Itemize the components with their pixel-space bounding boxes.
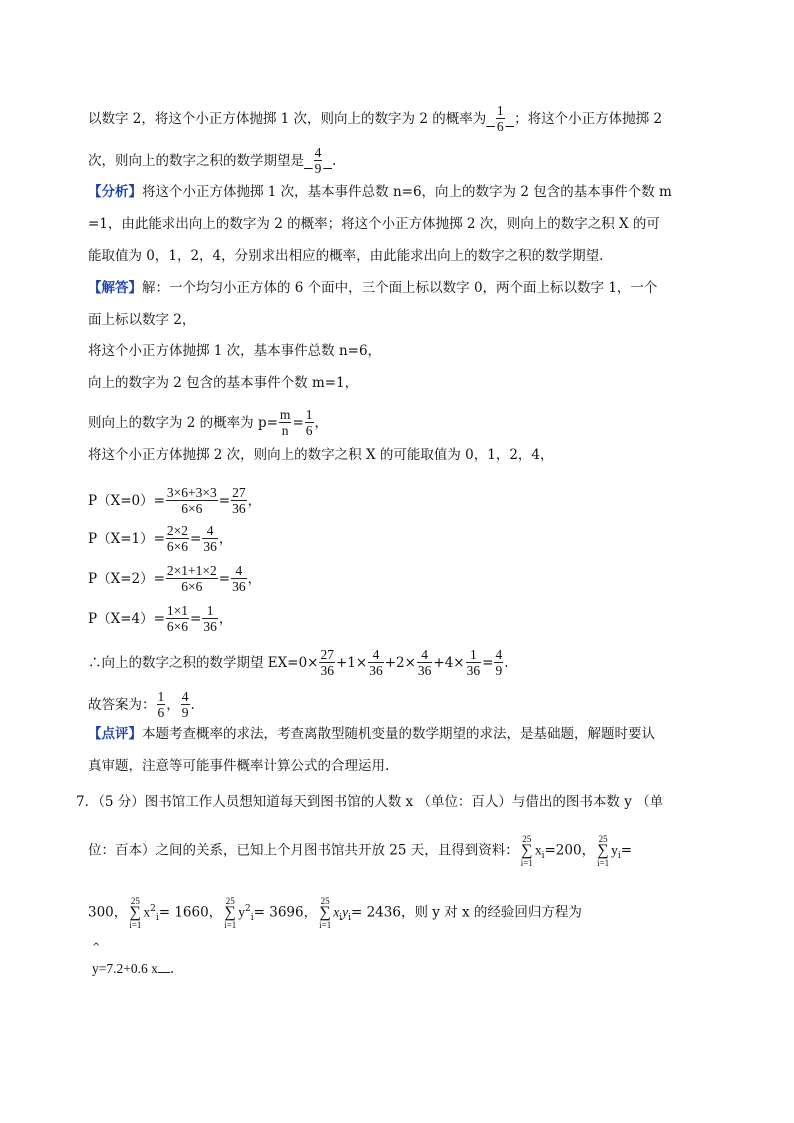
summation: 25 ∑ i=1 — [520, 834, 533, 868]
prob-x2: P（X=2）= $\frac{2\times 1+1\times 2}{6\times 6}$ = $\frac{4}{36}$ ， — [88, 563, 262, 594]
intro-line-2: 次，则向上的数字之积的数学期望是 $\frac{4}{9}$ . — [88, 145, 337, 176]
comment-line-1: 【点评】本题考查概率的求法，考查离散型随机变量的数学期望的求法，是基础题，解题时要认 — [88, 726, 655, 742]
fraction: $\frac{4}{9}$ — [181, 689, 189, 720]
intro-line-1: 以数字 2，将这个小正方体抛掷 1 次，则向上的数字为 2 的概率为 $\frac{1}{6}$ ；将这个小正方体抛掷 2 — [88, 103, 663, 134]
fraction: $\frac{4}{36}$ — [369, 647, 383, 678]
summation: 25 ∑ i=1 — [224, 896, 237, 930]
fraction: $\frac{4}{9}$ — [314, 145, 322, 176]
fraction: $\frac{2\times 1+1\times 2}{6\times 6}$ — [166, 563, 217, 594]
fraction: $\frac{1\times 1}{6\times 6}$ — [166, 603, 189, 634]
regression-equation: y=7.2+0.6 x . — [92, 961, 175, 977]
analysis-line-1: 【分析】将这个小正方体抛掷 1 次，基本事件总数 n=6，向上的数字为 2 包含的基本事件个数 m — [88, 184, 672, 200]
prob-x0: P（X=0）= $\frac{3\times 6+3\times 3}{6\times 6}$ = $\frac{27}{36}$ ， — [88, 485, 262, 516]
question-7-line-3: 300， 25 ∑ i=1 $x^2_i= 1660$， 25 ∑ i=1 $y^2_i= 3696$， 25 ∑ i=1 $x_iy_i= 2436$，则 y 对 x 的经验回归方程为 — [88, 896, 582, 930]
comment-line-2: 真审题，注意等可能事件概率计算公式的合理运用. — [88, 758, 390, 774]
fraction: $\frac{4}{36}$ — [417, 647, 432, 678]
fraction: $\frac{1}{6}$ — [157, 689, 165, 720]
solution-line-4: 向上的数字为 2 包含的基本事件个数 m=1， — [88, 375, 359, 391]
prob-x1: P（X=1）= $\frac{2\times 2}{6\times 6}$ = $\frac{4}{36}$ ， — [88, 523, 233, 554]
solution-line-1: 【解答】解：一个均匀小正方体的 6 个面中，三个面上标以数字 0，两个面上标以数字 1，一个 — [88, 280, 658, 296]
answer-blank-2 — [304, 145, 332, 176]
fraction: $\frac{1}{36}$ — [203, 603, 217, 634]
fraction: $\frac{1}{6}$ — [496, 103, 504, 134]
fraction: $\frac{27}{36}$ — [320, 647, 334, 678]
solution-tag: 【解答】 — [88, 280, 142, 296]
summation: 25 ∑ i=1 — [319, 896, 332, 930]
analysis-tag: 【分析】 — [88, 184, 142, 200]
summation: 25 ∑ i=1 — [129, 896, 142, 930]
fraction: $\frac{4}{36}$ — [203, 523, 217, 554]
fraction: $\frac{3\times 6+3\times 3}{6\times 6}$ — [166, 485, 217, 516]
regression-hat: ^ — [92, 942, 101, 953]
prob-x4: P（X=4）= $\frac{1\times 1}{6\times 6}$ = $\frac{1}{36}$ ， — [88, 603, 233, 634]
fraction: $\frac{2\times 2}{6\times 6}$ — [166, 523, 189, 554]
answer-blank-1 — [486, 103, 514, 134]
solution-line-3: 将这个小正方体抛掷 1 次，基本事件总数 n=6， — [88, 343, 382, 359]
solution-line-5: 则向上的数字为 2 的概率为 p= $\frac{m}{n}$ = $\frac{1}{6}$ ， — [88, 407, 328, 438]
question-7-line-1: 7．（5 分）图书馆工作人员想知道每天到图书馆的人数 x （单位：百人）与借出的图书本数 y （单 — [76, 794, 664, 810]
fraction: $\frac{1}{6}$ — [305, 407, 313, 438]
comment-tag: 【点评】 — [88, 726, 142, 742]
solution-line-6: 将这个小正方体抛掷 2 次，则向上的数字之积 X 的可能取值为 0，1，2，4， — [88, 447, 554, 463]
fraction: $\frac{4}{9}$ — [495, 647, 503, 678]
summation: 25 ∑ i=1 — [597, 834, 610, 868]
analysis-line-2: =1，由此能求出向上的数字为 2 的概率；将这个小正方体抛掷 2 次，则向上的数字之积 X 的可 — [88, 216, 660, 232]
answer-blank — [158, 960, 170, 973]
final-answer: 故答案为： $\frac{1}{6}$ ， $\frac{4}{9}$ . — [88, 689, 195, 720]
analysis-line-3: 能取值为 0，1，2，4，分别求出相应的概率，由此能求出向上的数字之积的数学期望． — [88, 248, 613, 264]
fraction: $\frac{m}{n}$ — [279, 407, 291, 438]
question-7-line-2: 位：百本）之间的关系，已知上个月图书馆共开放 25 天，且得到资料： 25 ∑ i=1 $x_i=200$， 25 ∑ i=1 $y_i=$ — [88, 834, 633, 868]
fraction: $\frac{1}{36}$ — [466, 647, 481, 678]
expectation-line: ∴向上的数字之积的数学期望 EX=0× $\frac{27}{36}$ +1× $\frac{4}{36}$ +2× $\frac{4}{36}$ +4× $\frac{1}{36}$ = $\frac{4}{9}$ . — [88, 647, 509, 678]
fraction: $\frac{4}{36}$ — [232, 563, 246, 594]
solution-line-2: 面上标以数字 2， — [88, 312, 196, 328]
fraction: $\frac{27}{36}$ — [232, 485, 246, 516]
